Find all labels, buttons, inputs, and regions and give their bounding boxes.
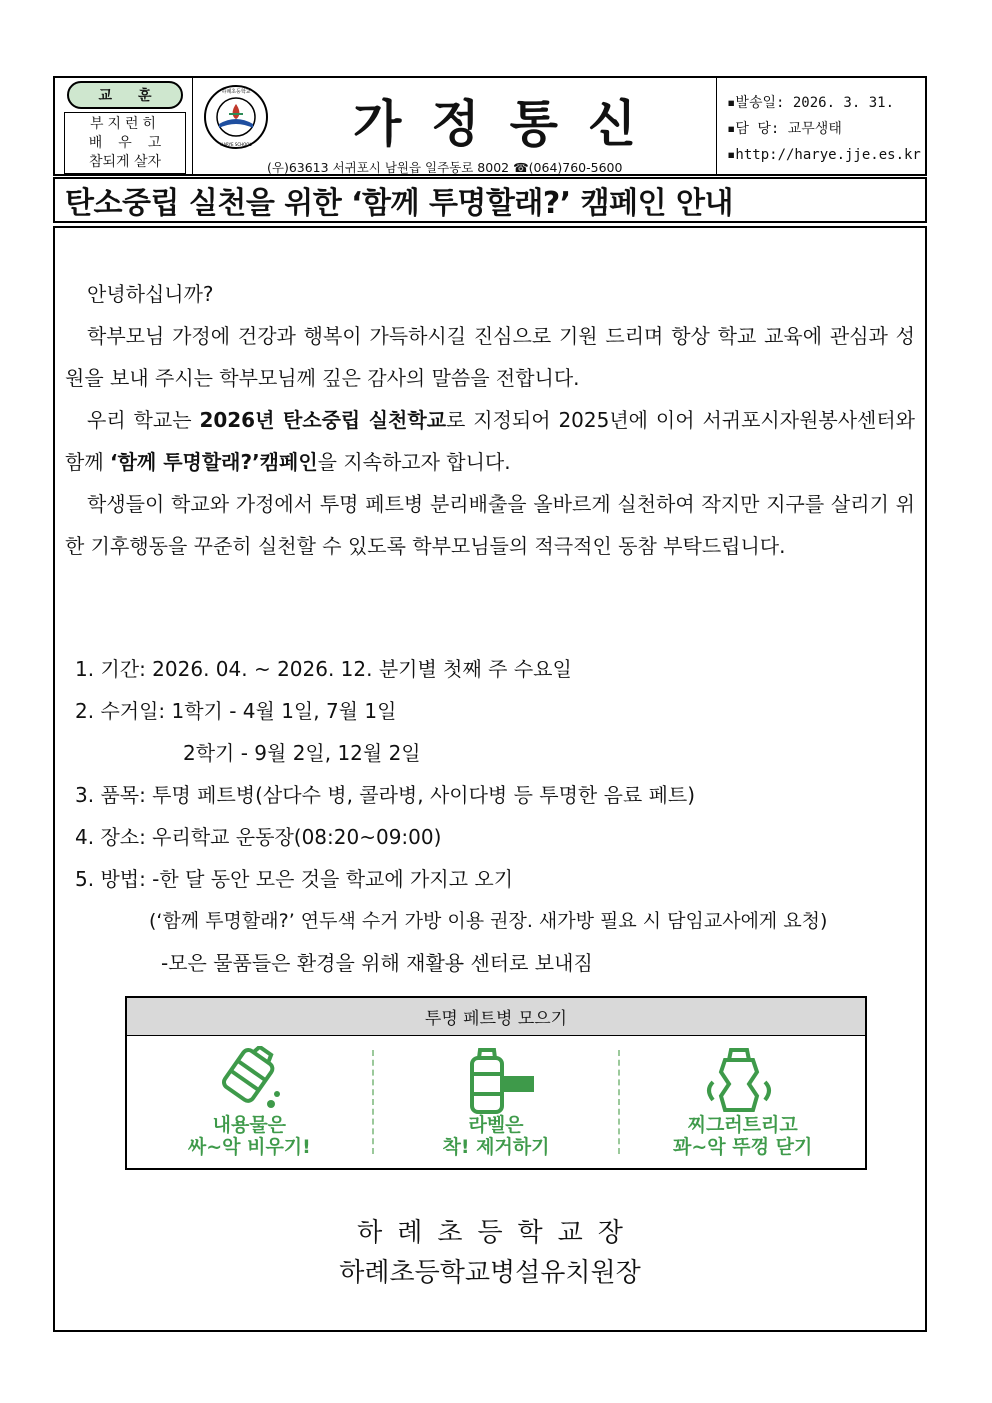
remove-label-icon [448,1046,544,1114]
pour-bottle-icon [201,1046,297,1114]
list-item-method-note: (‘함께 투명할래?’ 연두색 수거 가방 이용 권장. 새가방 필요 시 담임교사에게 요청) [149,910,828,932]
list-item-method-2: -모은 물품들은 환경을 위해 재활용 센터로 보내짐 [161,951,593,975]
step-1-line-2: 싸~악 비우기! [187,1136,311,1158]
greeting: 안녕하십니까? [87,282,214,306]
paragraph-3: 학생들이 학교와 가정에서 투명 페트병 분리배출을 올바르게 실천하여 작지만 지구를 살리기 위한 기후행동을 꾸준히 실천할 수 있도록 학부모님들의 적극적인 동참 부탁드립니다. [65,492,915,558]
list-item-place: 4. 장소: 우리학교 운동장(08:20~09:00) [75,825,442,849]
step-2-line-1: 라벨은 [468,1114,524,1136]
p2-text-c: 로 지정되어 2025년에 이어 서귀포시자원봉사센터와 함께 [65,408,915,474]
subject-title: 탄소중립 실천을 위한 ‘함께 투명할래?’ 캠페인 안내 [53,177,927,223]
title-section [193,78,717,174]
department: ▪담 당: 교무생태 [727,121,842,137]
p2-highlight-2: ‘함께 투명할래?’캠페인 [110,450,318,474]
pet-bottle-guide [125,996,867,1170]
p2-text-a: 우리 학교는 [87,408,200,432]
motto-line-1: 부지런히 [89,115,161,132]
list-item-period: 1. 기간: 2026. 04. ~ 2026. 12. 분기별 첫째 주 수요일 [75,657,572,681]
svg-text:하례초등학교: 하례초등학교 [221,89,251,95]
p2-highlight-1: 2026년 탄소중립 실천학교 [199,408,447,432]
guide-steps [127,1036,865,1168]
svg-text:HARYE SCHOOL: HARYE SCHOOL [220,142,252,147]
step-1-line-1: 내용물은 [212,1114,287,1136]
p2-text-e: 을 지속하고자 합니다. [317,450,511,474]
list-item-items: 3. 품목: 투명 페트병(삼다수 병, 콜라병, 사이다병 등 투명한 음료 페트) [75,783,696,807]
header-box [53,76,927,176]
motto-line-2: 배우고 [88,134,178,151]
body-box [53,226,927,1332]
info-section [717,78,925,174]
paragraph-2 [65,399,915,483]
step-3-line-1: 찌그러트리고 [687,1114,798,1136]
motto-line-3: 참되게 살자 [88,153,162,170]
guide-step-empty [127,1036,372,1168]
school-logo-icon [203,84,269,150]
kindergarten-signature: 하례초등학교병설유치원장 [339,1258,641,1288]
guide-heading: 투명 페트병 모으기 [127,998,865,1036]
page-title: 가정통신 [353,94,667,153]
list-item-collection-day: 2. 수거일: 1학기 - 4월 1일, 7월 1일 [75,699,397,723]
motto-text [64,112,186,174]
motto-badge: 교훈 [67,81,183,109]
guide-step-crush [620,1036,865,1168]
motto-section [55,78,193,174]
paragraph-1: 학부모님 가정에 건강과 행복이 가득하시길 진심으로 기원 드리며 항상 학교 교육에 관심과 성원을 보내 주시는 학부모님께 깊은 감사의 말씀을 전합니다. [65,324,915,390]
details-list [75,648,827,984]
list-item-collection-day-2: 2학기 - 9월 2일, 12월 2일 [183,741,421,765]
send-date: ▪발송일: 2026. 3. 31. [727,95,895,111]
school-address: (우)63613 서귀포시 남원읍 일주동로 8002 ☎(064)760-5600 [267,160,623,175]
step-2-line-2: 착! 제거하기 [442,1136,550,1158]
principal-signature: 하례초등학교장 [357,1218,638,1248]
crush-bottle-icon [695,1046,791,1114]
guide-step-label [374,1036,619,1168]
list-item-method: 5. 방법: -한 달 동안 모은 것을 학교에 가지고 오기 [75,867,514,891]
step-3-line-2: 꽈~악 뚜껑 닫기 [673,1136,813,1158]
website-link[interactable]: ▪http://harye.jje.es.kr [727,147,921,163]
